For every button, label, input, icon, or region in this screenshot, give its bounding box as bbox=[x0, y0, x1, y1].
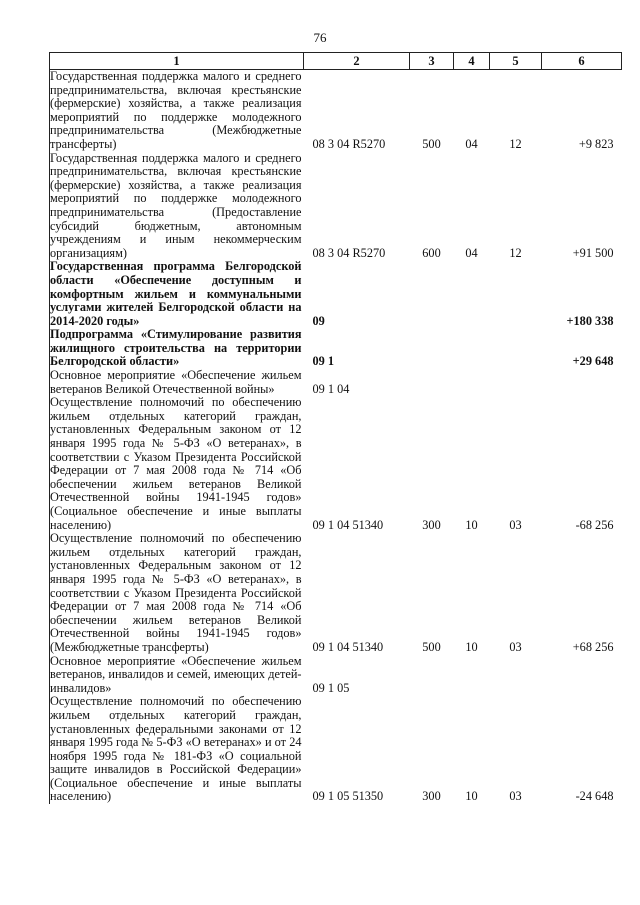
header-col-1: 1 bbox=[50, 53, 304, 70]
table-row bbox=[50, 655, 622, 696]
row-name: Осуществление полномочий по обеспечению жильем отдельных категорий граждан, установленных Федеральным законом от 12 января 1995 года № 5-ФЗ «О ветеранах», в соответствии с Указом Президента Российской Федерации от 7 мая 2008 года № 714 «Об обеспечении жильем ветеранов Великой Отечественной войны 1941-1945 годов» (Социальное обеспечение и иные выплаты населению) bbox=[50, 395, 302, 532]
row-vr bbox=[410, 260, 454, 328]
row-pr bbox=[490, 260, 542, 328]
row-vr bbox=[410, 369, 454, 396]
row-rz: 04 bbox=[465, 245, 478, 260]
row-vr: 500 bbox=[422, 639, 441, 654]
table-row bbox=[50, 695, 622, 804]
page-number: 76 bbox=[313, 30, 327, 45]
row-rz: 10 bbox=[465, 789, 478, 804]
row-pr: 03 bbox=[509, 517, 522, 532]
table-row bbox=[50, 70, 622, 152]
row-name: Подпрограмма «Стимулирование развития жилищного строительства на территории Белгородской области» bbox=[50, 327, 302, 369]
row-code: 09 1 05 51350 bbox=[312, 789, 384, 804]
row-amount: +68 256 bbox=[572, 639, 614, 654]
row-pr: 12 bbox=[509, 136, 522, 151]
table-row bbox=[50, 532, 622, 654]
header-col-4: 4 bbox=[454, 53, 490, 70]
row-name: Основное мероприятие «Обеспечение жильем ветеранов Великой Отечественной войны» bbox=[50, 368, 302, 396]
row-name: Осуществление полномочий по обеспечению жильем отдельных категорий граждан, установленных Федеральным законом от 12 января 1995 года № 5-ФЗ «О ветеранах», в соответствии с Указом Президента Российской Федерации от 7 мая 2008 года № 714 «Об обеспечении жильем ветеранов Великой Отечественной войны 1941-1945 годов» (Межбюджетные трансферты) bbox=[50, 531, 302, 654]
row-rz: 10 bbox=[465, 639, 478, 654]
row-amount: -24 648 bbox=[575, 789, 614, 804]
row-code: 09 1 05 bbox=[312, 680, 350, 695]
table-row bbox=[50, 396, 622, 532]
table-row bbox=[50, 152, 622, 261]
row-amount: +91 500 bbox=[572, 245, 614, 260]
row-amount bbox=[542, 369, 622, 396]
row-code: 08 3 04 R5270 bbox=[312, 136, 386, 151]
header-col-2: 2 bbox=[304, 53, 410, 70]
row-rz bbox=[454, 328, 490, 369]
table-row bbox=[50, 260, 622, 328]
row-code: 09 1 04 bbox=[312, 381, 350, 396]
table-row bbox=[50, 369, 622, 396]
row-vr: 300 bbox=[422, 789, 441, 804]
row-vr: 500 bbox=[422, 136, 441, 151]
row-pr bbox=[490, 328, 542, 369]
header-col-3: 3 bbox=[410, 53, 454, 70]
row-code: 09 bbox=[312, 313, 325, 328]
row-pr: 03 bbox=[509, 789, 522, 804]
table-body bbox=[50, 70, 622, 805]
row-name: Осуществление полномочий по обеспечению жильем отдельных категорий граждан, установленных федеральными законами от 12 января 1995 года № 5-ФЗ «О ветеранах» и от 24 ноября 1995 года № 181-ФЗ «О социальной защите инвалидов в Российской Федерации» (Социальное обеспечение и иные выплаты населению) bbox=[50, 694, 302, 804]
row-amount: +9 823 bbox=[578, 136, 614, 151]
row-vr bbox=[410, 655, 454, 696]
row-rz bbox=[454, 369, 490, 396]
header-col-5: 5 bbox=[490, 53, 542, 70]
row-rz: 04 bbox=[465, 136, 478, 151]
budget-table bbox=[49, 52, 622, 804]
row-name: Государственная поддержка малого и среднего предпринимательства, включая крестьянские (фермерские) хозяйства, а также реализация мероприятий по поддержке молодежного предпринимательства (Предоставление субсидий бюджетным, автономным учреждениям и иным некоммерческим организациям) bbox=[50, 150, 302, 260]
row-pr: 12 bbox=[509, 245, 522, 260]
row-code: 08 3 04 R5270 bbox=[312, 245, 386, 260]
row-rz: 10 bbox=[465, 517, 478, 532]
row-code: 09 1 04 51340 bbox=[312, 639, 384, 654]
row-vr: 300 bbox=[422, 517, 441, 532]
row-pr bbox=[490, 369, 542, 396]
header-col-6: 6 bbox=[542, 53, 622, 70]
row-amount: +29 648 bbox=[572, 354, 614, 369]
row-name: Основное мероприятие «Обеспечение жильем ветеранов, инвалидов и семей, имеющих детей-инвалидов» bbox=[50, 653, 302, 695]
table-row bbox=[50, 328, 622, 369]
row-amount: -68 256 bbox=[575, 517, 614, 532]
row-rz bbox=[454, 655, 490, 696]
row-amount bbox=[542, 655, 622, 696]
row-pr: 03 bbox=[509, 639, 522, 654]
header-row bbox=[50, 53, 622, 70]
row-code: 09 1 04 51340 bbox=[312, 517, 384, 532]
row-vr: 600 bbox=[422, 245, 441, 260]
row-pr bbox=[490, 655, 542, 696]
row-rz bbox=[454, 260, 490, 328]
row-name: Государственная поддержка малого и среднего предпринимательства, включая крестьянские (фермерские) хозяйства, а также реализация мероприятий по поддержке молодежного предпринимательства (Межбюджетные трансферты) bbox=[50, 69, 302, 151]
row-amount: +180 338 bbox=[566, 313, 614, 328]
row-code: 09 1 bbox=[312, 354, 335, 369]
row-vr bbox=[410, 328, 454, 369]
row-name: Государственная программа Белгородской области «Обеспечение доступным и комфортным жильем и коммунальными услугами жителей Белгородской области на 2014-2020 годы» bbox=[50, 259, 302, 328]
